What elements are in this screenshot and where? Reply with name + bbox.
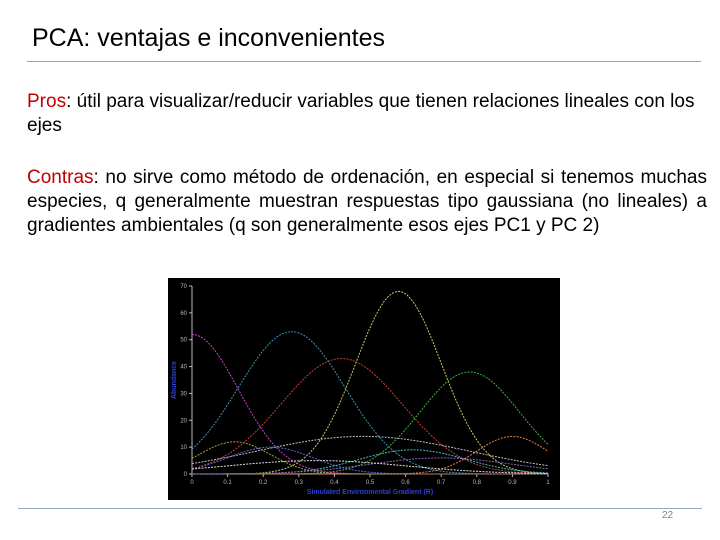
y-tick-label: 70 [180, 284, 187, 290]
abundance-chart-svg [168, 278, 560, 500]
contras-text: : no sirve como método de ordenación, en especial si tenemos muchas especies, q generalmente muestran respuestas tipo gaussiana (no lineales) a gradientes ambientales (q son generalmente esos ejes PC1 y PC 2) [27, 167, 707, 236]
slide-title: PCA: ventajas e inconvenientes [32, 24, 385, 52]
y-tick-label: 10 [180, 445, 187, 452]
series-line-12 [192, 461, 548, 474]
footer-divider [18, 508, 702, 509]
y-tick-label: 0 [183, 472, 187, 478]
y-axis-title: Abundance [171, 360, 178, 400]
contras-label: Contras [27, 167, 94, 188]
x-tick-label: 1 [546, 480, 550, 486]
y-tick-label: 40 [180, 364, 187, 371]
x-tick-label: 0 [190, 480, 194, 486]
x-tick-label: 0.2 [259, 480, 268, 486]
contras-paragraph [27, 166, 707, 238]
x-tick-label: 0.1 [223, 480, 232, 486]
x-tick-label: 0.8 [472, 480, 481, 486]
x-tick-label: 0.4 [330, 480, 339, 486]
y-tick-label: 60 [180, 310, 187, 317]
abundance-chart [168, 278, 560, 500]
x-tick-label: 0.3 [294, 480, 303, 486]
y-tick-label: 20 [180, 418, 187, 425]
pros-text: : útil para visualizar/reducir variables que tienen relaciones lineales con los ejes [27, 91, 695, 136]
x-tick-label: 0.6 [401, 480, 410, 486]
page-number: 22 [662, 510, 674, 521]
x-tick-label: 0.9 [508, 480, 517, 486]
series-line-10 [192, 442, 548, 474]
x-tick-label: 0.7 [437, 480, 446, 486]
x-tick-label: 0.5 [365, 480, 375, 486]
y-tick-label: 30 [180, 391, 187, 398]
y-tick-label: 50 [180, 337, 187, 344]
pros-paragraph [27, 90, 707, 138]
pros-label: Pros [27, 91, 67, 112]
series-line-1 [192, 291, 548, 474]
x-axis-title: Simulated Environmental Gradient (R) [306, 489, 434, 496]
series-line-8 [192, 436, 548, 474]
series-line-9 [192, 450, 548, 474]
title-divider [27, 61, 701, 62]
series-line-4 [192, 372, 548, 474]
